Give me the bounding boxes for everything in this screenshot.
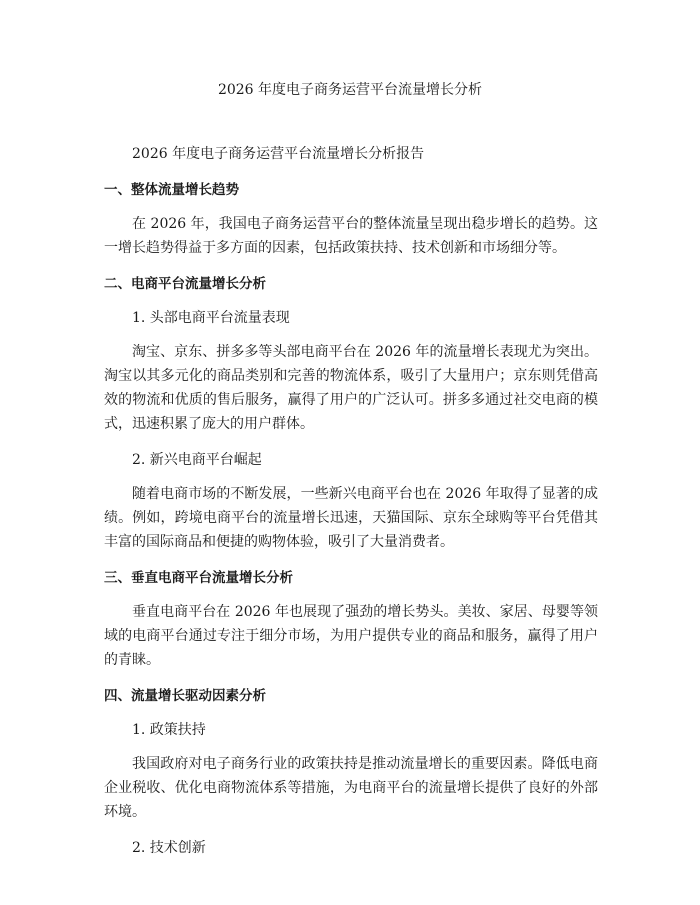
section-heading-2: 二、电商平台流量增长分析: [104, 276, 266, 292]
report-subtitle: 2026 年度电子商务运营平台流量增长分析报告: [132, 146, 425, 162]
section-3-paragraph: 垂直电商平台在 2026 年也展现了强劲的增长势头。美妆、家居、母婴等领域的电商平台通过专注于细分市场，为用户提供专业的商品和服务，赢得了用户的青睐。: [104, 604, 598, 668]
section-heading-3: 三、垂直电商平台流量增长分析: [104, 570, 293, 586]
section-2-sub1-paragraph: 淘宝、京东、拼多多等头部电商平台在 2026 年的流量增长表现尤为突出。淘宝以其多元化的商品类别和完善的物流体系，吸引了大量用户；京东则凭借高效的物流和优质的售后服务，赢得了用户的广泛认可。拼多多通过社交电商的模式，迅速积累了庞大的用户群体。: [104, 344, 598, 432]
section-2-subheading-2: 2. 新兴电商平台崛起: [132, 452, 262, 468]
section-4-subheading-2: 2. 技术创新: [132, 840, 206, 856]
document-body: [104, 142, 598, 870]
section-2-subheading-1: 1. 头部电商平台流量表现: [132, 310, 290, 326]
section-heading-4: 四、流量增长驱动因素分析: [104, 688, 266, 704]
section-4-sub1-paragraph: 我国政府对电子商务行业的政策扶持是推动流量增长的重要因素。降低电商企业税收、优化电商物流体系等措施，为电商平台的流量增长提供了良好的外部环境。: [104, 756, 598, 820]
document-title: 2026 年度电子商务运营平台流量增长分析: [217, 82, 483, 98]
section-1-paragraph: 在 2026 年，我国电子商务运营平台的整体流量呈现出稳步增长的趋势。这一增长趋势得益于多方面的因素，包括政策扶持、技术创新和市场细分等。: [104, 216, 598, 256]
section-2-sub2-paragraph: 随着电商市场的不断发展，一些新兴电商平台也在 2026 年取得了显著的成绩。例如，跨境电商平台的流量增长迅速，天猫国际、京东全球购等平台凭借其丰富的国际商品和便捷的购物体验，吸引了大量消费者。: [104, 486, 598, 550]
section-4-subheading-1: 1. 政策扶持: [132, 722, 206, 738]
section-heading-1: 一、整体流量增长趋势: [104, 182, 239, 198]
